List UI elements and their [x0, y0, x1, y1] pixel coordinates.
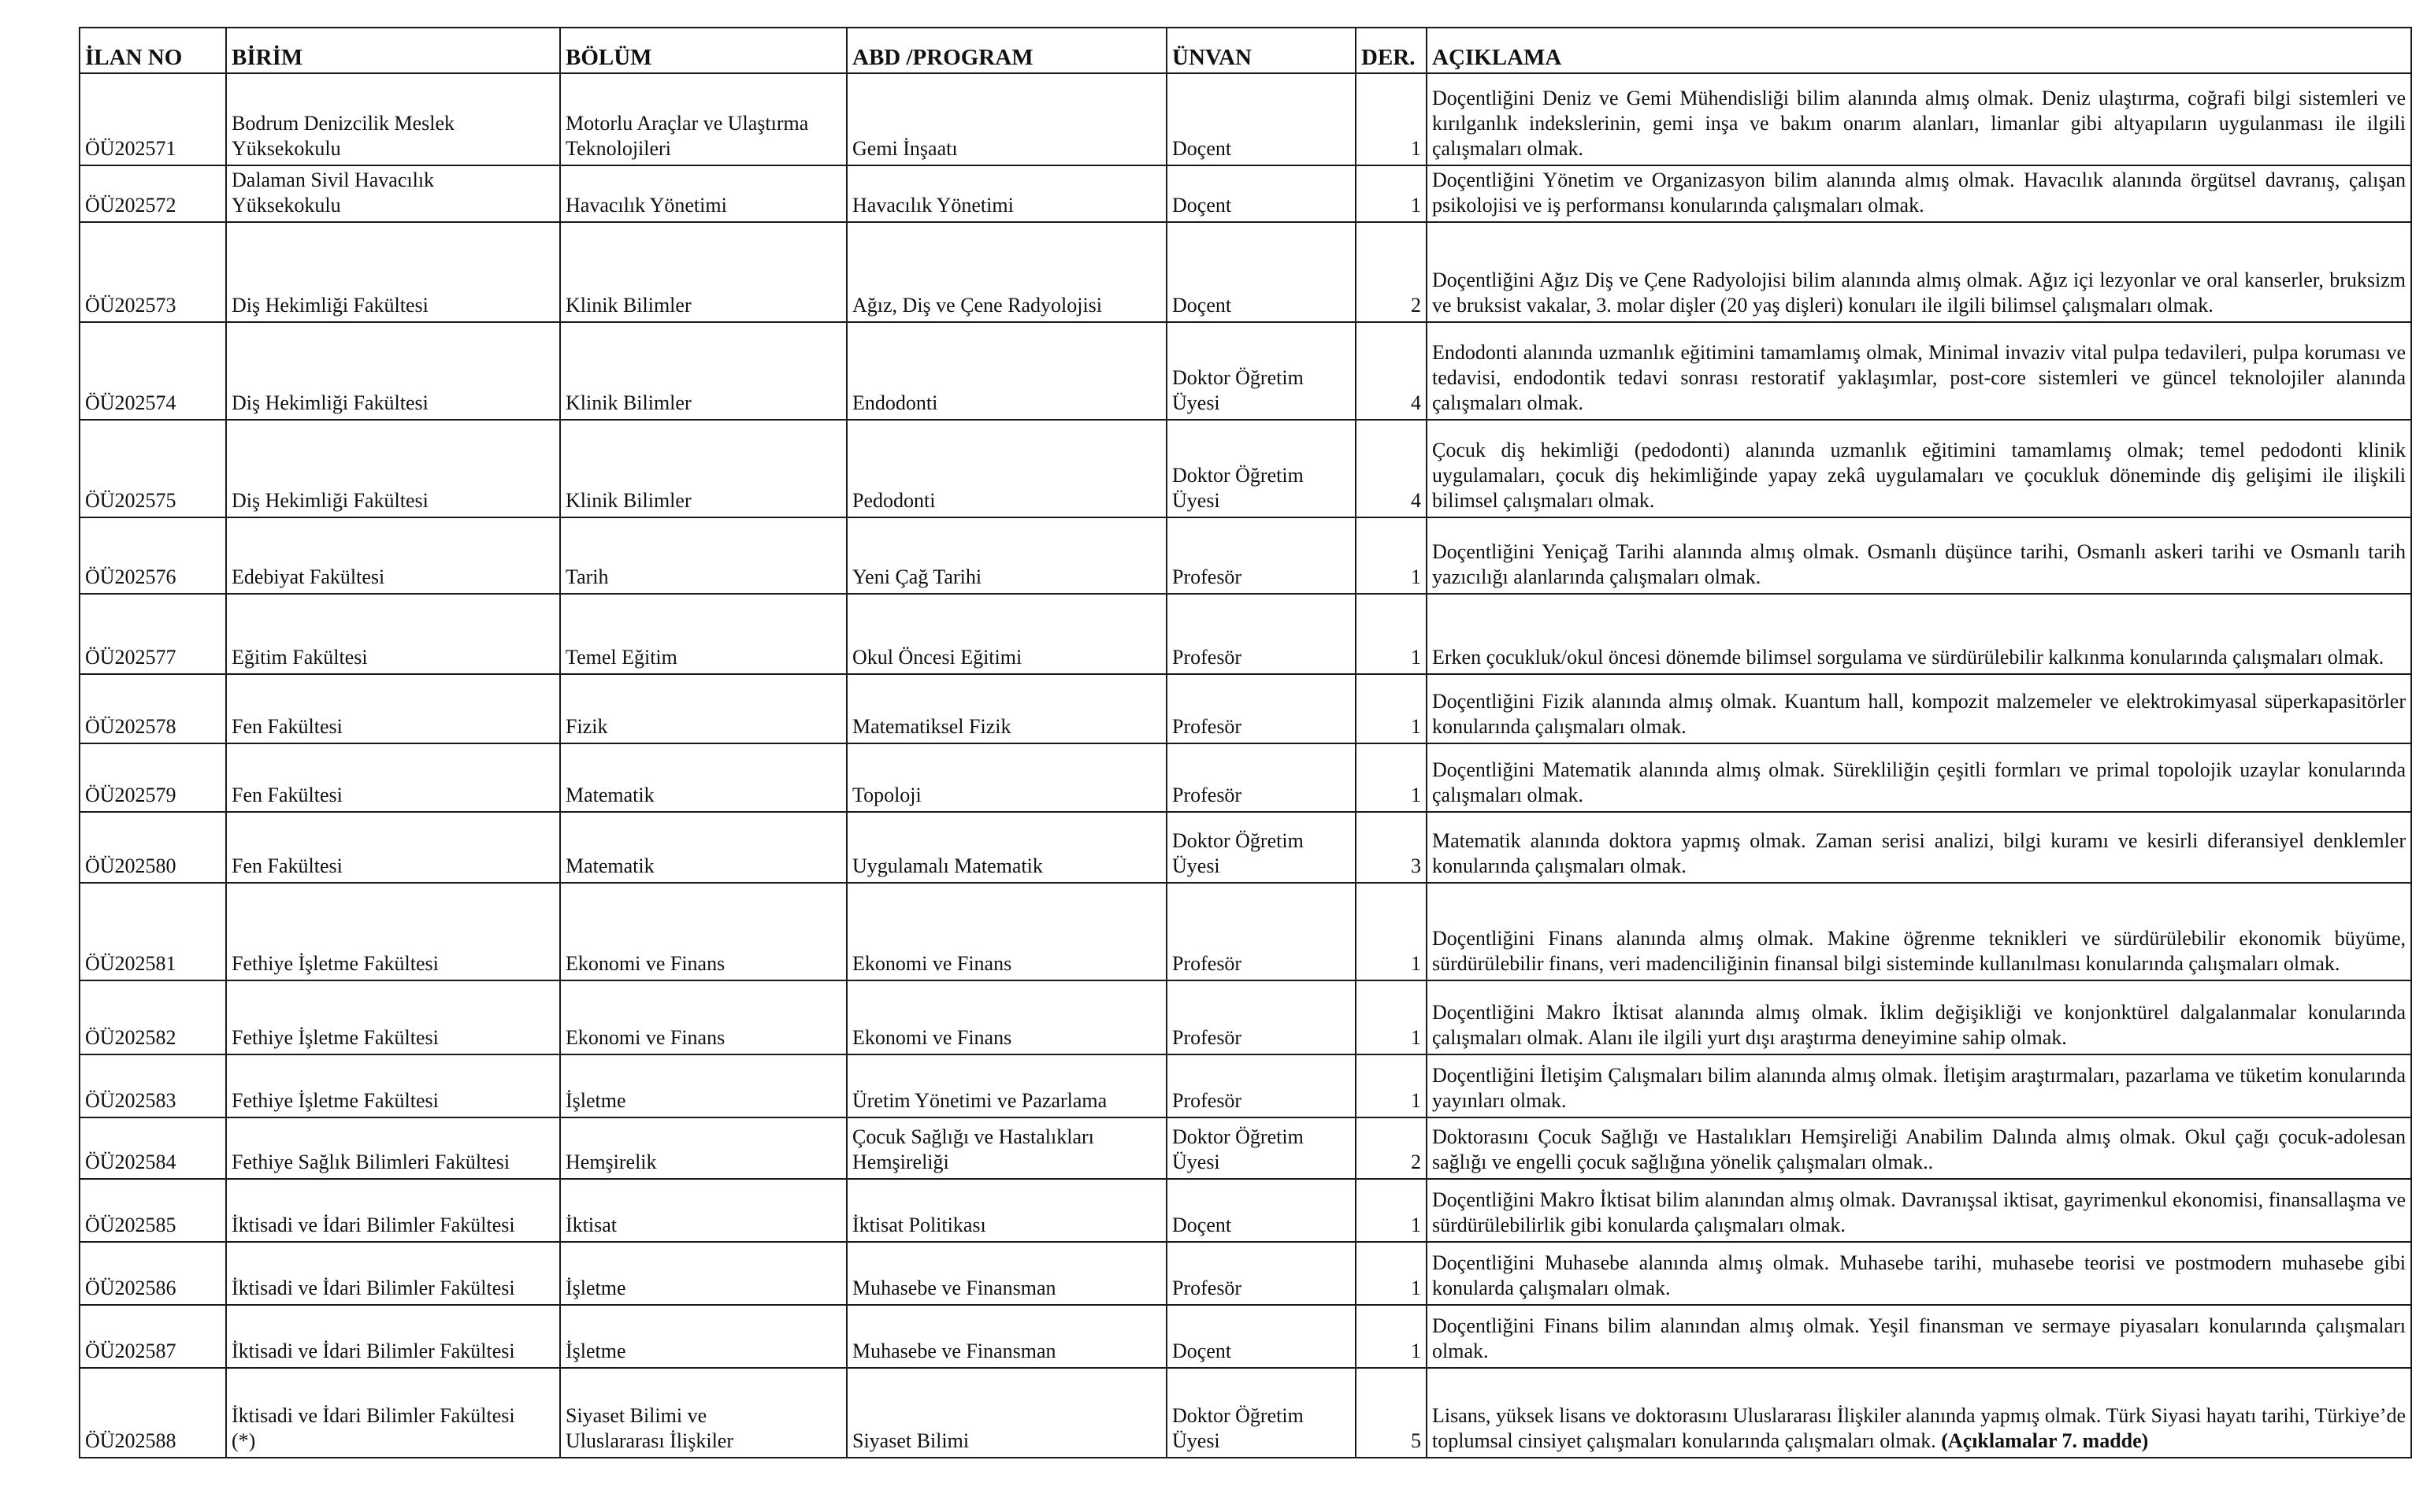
table-row — [80, 1305, 2411, 1368]
aciklama-text: Doçentliğini Muhasebe alanında almış olmak. Muhasebe tarihi, muhasebe teorisi ve postmodern muhasebe gibi konularda çalışmaları olmak. — [1432, 1251, 2406, 1299]
header-ilan-no: İLAN NO — [80, 28, 226, 73]
cell-aciklama — [1427, 1368, 2411, 1458]
cell-unvan: Doçent — [1167, 165, 1356, 222]
cell-bolum: Havacılık Yönetimi — [560, 165, 847, 222]
cell-bolum: Matematik — [560, 812, 847, 883]
table-body — [80, 73, 2411, 1458]
cell-ilan-no: ÖÜ202587 — [80, 1305, 226, 1368]
cell-aciklama — [1427, 517, 2411, 594]
cell-der: 1 — [1356, 883, 1427, 980]
table-row — [80, 812, 2411, 883]
cell-unvan: Profesör — [1167, 743, 1356, 812]
cell-bolum: Klinik Bilimler — [560, 420, 847, 517]
job-listing-table — [79, 27, 2412, 1458]
table-row — [80, 517, 2411, 594]
cell-bolum: Klinik Bilimler — [560, 222, 847, 322]
cell-der: 1 — [1356, 743, 1427, 812]
aciklama-text: Doçentliğini Makro İktisat bilim alanından almış olmak. Davranışsal iktisat, gayrimenkul ekonomisi, finansallaşma ve sürdürülebilirlik gibi konularda çalışmaları olmak. — [1432, 1188, 2406, 1236]
table-row — [80, 322, 2411, 420]
cell-ilan-no: ÖÜ202580 — [80, 812, 226, 883]
cell-bolum: İktisat — [560, 1179, 847, 1242]
cell-abd-program: Ekonomi ve Finans — [847, 883, 1167, 980]
cell-der: 4 — [1356, 420, 1427, 517]
cell-birim: İktisadi ve İdari Bilimler Fakültesi (*) — [226, 1368, 560, 1458]
cell-aciklama — [1427, 1054, 2411, 1117]
header-row — [80, 28, 2411, 73]
cell-der: 1 — [1356, 1054, 1427, 1117]
aciklama-text: Doçentliğini Finans alanında almış olmak. Makine öğrenme teknikleri ve sürdürülebilir ekonomik büyüme, sürdürülebilir finans, veri madenciliğinin finansal bilgi sisteminde kullanılması konularında çalışmaları olmak. — [1432, 927, 2406, 975]
cell-birim: Fen Fakültesi — [226, 812, 560, 883]
header-birim: BİRİM — [226, 28, 560, 73]
cell-unvan: Doktor Öğretim Üyesi — [1167, 1368, 1356, 1458]
cell-unvan: Doktor Öğretim Üyesi — [1167, 420, 1356, 517]
table-row — [80, 222, 2411, 322]
cell-bolum: Ekonomi ve Finans — [560, 980, 847, 1054]
aciklama-text: Doçentliğini İletişim Çalışmaları bilim alanında almış olmak. İletişim araştırmaları, pazarlama ve tüketim konularında yayınları olmak. — [1432, 1064, 2406, 1112]
cell-unvan: Profesör — [1167, 517, 1356, 594]
cell-birim: İktisadi ve İdari Bilimler Fakültesi — [226, 1242, 560, 1305]
header-abd-program: ABD /PROGRAM — [847, 28, 1167, 73]
cell-der: 1 — [1356, 1242, 1427, 1305]
cell-unvan: Doktor Öğretim Üyesi — [1167, 812, 1356, 883]
table-row — [80, 1054, 2411, 1117]
aciklama-text: Erken çocukluk/okul öncesi dönemde bilimsel sorgulama ve sürdürülebilir kalkınma konularında çalışmaları olmak. — [1432, 646, 2384, 669]
cell-birim: İktisadi ve İdari Bilimler Fakültesi — [226, 1179, 560, 1242]
cell-bolum: Matematik — [560, 743, 847, 812]
aciklama-text: Doçentliğini Deniz ve Gemi Mühendisliği bilim alanında almış olmak. Deniz ulaştırma, coğrafi bilgi sistemleri ve kırılganlık indekslerinin, gemi inşa ve bakım onarım alanları, limanlar gibi altyapıların uygulanması ile ilgili çalışmaları olmak. — [1432, 87, 2406, 160]
cell-unvan: Profesör — [1167, 883, 1356, 980]
aciklama-text: Çocuk diş hekimliği (pedodonti) alanında uzmanlık eğitimini tamamlamış olmak; temel pedodonti klinik uygulamaları, çocuk diş hekimliğinde yapay zekâ uygulamaları ve çocukluk döneminde diş gelişimi ile ilişkili bilimsel çalışmaları olmak. — [1432, 439, 2406, 512]
table-row — [80, 980, 2411, 1054]
cell-der: 1 — [1356, 980, 1427, 1054]
cell-ilan-no: ÖÜ202574 — [80, 322, 226, 420]
aciklama-text: Doçentliğini Ağız Diş ve Çene Radyolojisi bilim alanında almış olmak. Ağız içi lezyonlar ve oral kanserler, bruksizm ve bruksist vakalar, 3. molar dişler (20 yaş dişleri) konuları ile ilgili bilimsel çalışmaları olmak. — [1432, 269, 2406, 317]
cell-unvan: Doçent — [1167, 1305, 1356, 1368]
cell-der: 1 — [1356, 594, 1427, 674]
table-row — [80, 743, 2411, 812]
cell-aciklama — [1427, 883, 2411, 980]
cell-unvan: Profesör — [1167, 674, 1356, 743]
cell-ilan-no: ÖÜ202581 — [80, 883, 226, 980]
aciklama-text: Doçentliğini Yönetim ve Organizasyon bilim alanında almış olmak. Havacılık alanında örgütsel davranış, çalışan psikolojisi ve iş performansı konularında çalışmaları olmak. — [1432, 169, 2406, 217]
cell-ilan-no: ÖÜ202577 — [80, 594, 226, 674]
cell-bolum: Klinik Bilimler — [560, 322, 847, 420]
cell-unvan: Profesör — [1167, 1054, 1356, 1117]
cell-abd-program: Siyaset Bilimi — [847, 1368, 1167, 1458]
cell-birim: Eğitim Fakültesi — [226, 594, 560, 674]
cell-birim: Diş Hekimliği Fakültesi — [226, 222, 560, 322]
cell-bolum: Motorlu Araçlar ve Ulaştırma Teknolojileri — [560, 73, 847, 165]
cell-aciklama — [1427, 222, 2411, 322]
cell-unvan: Profesör — [1167, 1242, 1356, 1305]
cell-abd-program: Endodonti — [847, 322, 1167, 420]
cell-ilan-no: ÖÜ202583 — [80, 1054, 226, 1117]
cell-bolum: Tarih — [560, 517, 847, 594]
cell-bolum: Fizik — [560, 674, 847, 743]
cell-ilan-no: ÖÜ202585 — [80, 1179, 226, 1242]
cell-aciklama — [1427, 165, 2411, 222]
cell-ilan-no: ÖÜ202586 — [80, 1242, 226, 1305]
aciklama-text: Lisans, yüksek lisans ve doktorasını Uluslararası İlişkiler alanında yapmış olmak. Türk Siyasi hayatı tarihi, Türkiye’de toplumsal cinsiyet çalışmaları konularında çalışmaları olmak. — [1432, 1404, 2406, 1452]
table-row — [80, 165, 2411, 222]
aciklama-text: Matematik alanında doktora yapmış olmak. Zaman serisi analizi, bilgi kuramı ve kesirli diferansiyel denklemler konularında çalışmaları olmak. — [1432, 829, 2406, 877]
cell-bolum: Siyaset Bilimi ve Uluslararası İlişkiler — [560, 1368, 847, 1458]
cell-abd-program: Havacılık Yönetimi — [847, 165, 1167, 222]
cell-der: 1 — [1356, 674, 1427, 743]
cell-abd-program: Gemi İnşaatı — [847, 73, 1167, 165]
cell-der: 2 — [1356, 1117, 1427, 1179]
aciklama-text: Doçentliğini Fizik alanında almış olmak. Kuantum hall, kompozit malzemeler ve elektrokimyasal süperkapasitörler konularında çalışmaları olmak. — [1432, 690, 2406, 738]
cell-unvan: Doktor Öğretim Üyesi — [1167, 1117, 1356, 1179]
table-row — [80, 594, 2411, 674]
cell-unvan: Doktor Öğretim Üyesi — [1167, 322, 1356, 420]
cell-ilan-no: ÖÜ202584 — [80, 1117, 226, 1179]
cell-bolum: Temel Eğitim — [560, 594, 847, 674]
table-row — [80, 1179, 2411, 1242]
cell-aciklama — [1427, 1179, 2411, 1242]
cell-unvan: Doçent — [1167, 222, 1356, 322]
cell-der: 4 — [1356, 322, 1427, 420]
cell-aciklama — [1427, 980, 2411, 1054]
table-row — [80, 420, 2411, 517]
cell-ilan-no: ÖÜ202576 — [80, 517, 226, 594]
cell-birim: İktisadi ve İdari Bilimler Fakültesi — [226, 1305, 560, 1368]
table-row — [80, 1368, 2411, 1458]
cell-bolum: Ekonomi ve Finans — [560, 883, 847, 980]
cell-aciklama — [1427, 1117, 2411, 1179]
cell-abd-program: Çocuk Sağlığı ve Hastalıkları Hemşireliği — [847, 1117, 1167, 1179]
cell-birim: Bodrum Denizcilik Meslek Yüksekokulu — [226, 73, 560, 165]
aciklama-text: Doçentliğini Makro İktisat alanında almış olmak. İklim değişikliği ve konjonktürel dalgalanmalar konularında çalışmaları olmak. Alanı ile ilgili yurt dışı araştırma deneyimine sahip olmak. — [1432, 1001, 2406, 1049]
header-unvan: ÜNVAN — [1167, 28, 1356, 73]
cell-der: 1 — [1356, 1179, 1427, 1242]
table-row — [80, 1242, 2411, 1305]
cell-abd-program: İktisat Politikası — [847, 1179, 1167, 1242]
cell-ilan-no: ÖÜ202571 — [80, 73, 226, 165]
cell-bolum: İşletme — [560, 1054, 847, 1117]
table-row — [80, 73, 2411, 165]
cell-abd-program: Topoloji — [847, 743, 1167, 812]
cell-birim: Edebiyat Fakültesi — [226, 517, 560, 594]
cell-aciklama — [1427, 420, 2411, 517]
cell-abd-program: Üretim Yönetimi ve Pazarlama — [847, 1054, 1167, 1117]
cell-unvan: Doçent — [1167, 1179, 1356, 1242]
cell-birim: Fen Fakültesi — [226, 743, 560, 812]
cell-der: 2 — [1356, 222, 1427, 322]
cell-bolum: Hemşirelik — [560, 1117, 847, 1179]
aciklama-text: Doçentliğini Matematik alanında almış olmak. Sürekliliğin çeşitli formları ve primal topolojik uzaylar konularında çalışmaları olmak. — [1432, 758, 2406, 806]
cell-ilan-no: ÖÜ202579 — [80, 743, 226, 812]
cell-ilan-no: ÖÜ202572 — [80, 165, 226, 222]
cell-unvan: Doçent — [1167, 73, 1356, 165]
cell-birim: Fethiye Sağlık Bilimleri Fakültesi — [226, 1117, 560, 1179]
cell-abd-program: Matematiksel Fizik — [847, 674, 1167, 743]
cell-ilan-no: ÖÜ202578 — [80, 674, 226, 743]
aciklama-text: Doktorasını Çocuk Sağlığı ve Hastalıkları Hemşireliği Anabilim Dalında almış olmak. Okul çağı çocuk-adolesan sağlığı ve engelli çocuk sağlığına yönelik çalışmaları olmak.. — [1432, 1125, 2406, 1173]
cell-aciklama — [1427, 594, 2411, 674]
cell-abd-program: Ekonomi ve Finans — [847, 980, 1167, 1054]
cell-der: 1 — [1356, 165, 1427, 222]
cell-ilan-no: ÖÜ202588 — [80, 1368, 226, 1458]
header-aciklama: AÇIKLAMA — [1427, 28, 2411, 73]
table-row — [80, 1117, 2411, 1179]
cell-der: 3 — [1356, 812, 1427, 883]
cell-birim: Fethiye İşletme Fakültesi — [226, 1054, 560, 1117]
cell-abd-program: Ağız, Diş ve Çene Radyolojisi — [847, 222, 1167, 322]
cell-ilan-no: ÖÜ202573 — [80, 222, 226, 322]
cell-bolum: İşletme — [560, 1305, 847, 1368]
cell-abd-program: Muhasebe ve Finansman — [847, 1242, 1167, 1305]
cell-aciklama — [1427, 1305, 2411, 1368]
table-row — [80, 883, 2411, 980]
aciklama-text: Endodonti alanında uzmanlık eğitimini tamamlamış olmak, Minimal invaziv vital pulpa tedavileri, pulpa koruması ve tedavisi, endodontik tedavi sonrası restoratif yaklaşımlar, post-core sistemleri ve güncel teknolojiler alanında çalışmaları olmak. — [1432, 341, 2406, 414]
cell-aciklama — [1427, 812, 2411, 883]
cell-der: 1 — [1356, 1305, 1427, 1368]
cell-aciklama — [1427, 322, 2411, 420]
cell-abd-program: Uygulamalı Matematik — [847, 812, 1167, 883]
aciklama-text: Doçentliğini Yeniçağ Tarihi alanında almış olmak. Osmanlı düşünce tarihi, Osmanlı askeri tarihi ve Osmanlı tarih yazıcılığı alanlarında çalışmaları olmak. — [1432, 540, 2406, 588]
cell-aciklama — [1427, 1242, 2411, 1305]
cell-ilan-no: ÖÜ202582 — [80, 980, 226, 1054]
header-der: DER. — [1356, 28, 1427, 73]
cell-birim: Fethiye İşletme Fakültesi — [226, 883, 560, 980]
cell-abd-program: Muhasebe ve Finansman — [847, 1305, 1167, 1368]
cell-abd-program: Okul Öncesi Eğitimi — [847, 594, 1167, 674]
cell-bolum: İşletme — [560, 1242, 847, 1305]
cell-birim: Dalaman Sivil Havacılık Yüksekokulu — [226, 165, 560, 222]
cell-aciklama — [1427, 73, 2411, 165]
aciklama-text: Doçentliğini Finans bilim alanından almış olmak. Yeşil finansman ve sermaye piyasaları konularında çalışmaları olmak. — [1432, 1314, 2406, 1362]
aciklama-note: (Açıklamalar 7. madde) — [1941, 1429, 2149, 1452]
cell-birim: Diş Hekimliği Fakültesi — [226, 420, 560, 517]
cell-abd-program: Yeni Çağ Tarihi — [847, 517, 1167, 594]
cell-aciklama — [1427, 743, 2411, 812]
cell-birim: Diş Hekimliği Fakültesi — [226, 322, 560, 420]
header-bolum: BÖLÜM — [560, 28, 847, 73]
cell-der: 1 — [1356, 517, 1427, 594]
cell-abd-program: Pedodonti — [847, 420, 1167, 517]
cell-unvan: Profesör — [1167, 980, 1356, 1054]
cell-birim: Fen Fakültesi — [226, 674, 560, 743]
cell-der: 1 — [1356, 73, 1427, 165]
table-row — [80, 674, 2411, 743]
cell-der: 5 — [1356, 1368, 1427, 1458]
cell-aciklama — [1427, 674, 2411, 743]
cell-birim: Fethiye İşletme Fakültesi — [226, 980, 560, 1054]
cell-unvan: Profesör — [1167, 594, 1356, 674]
cell-ilan-no: ÖÜ202575 — [80, 420, 226, 517]
